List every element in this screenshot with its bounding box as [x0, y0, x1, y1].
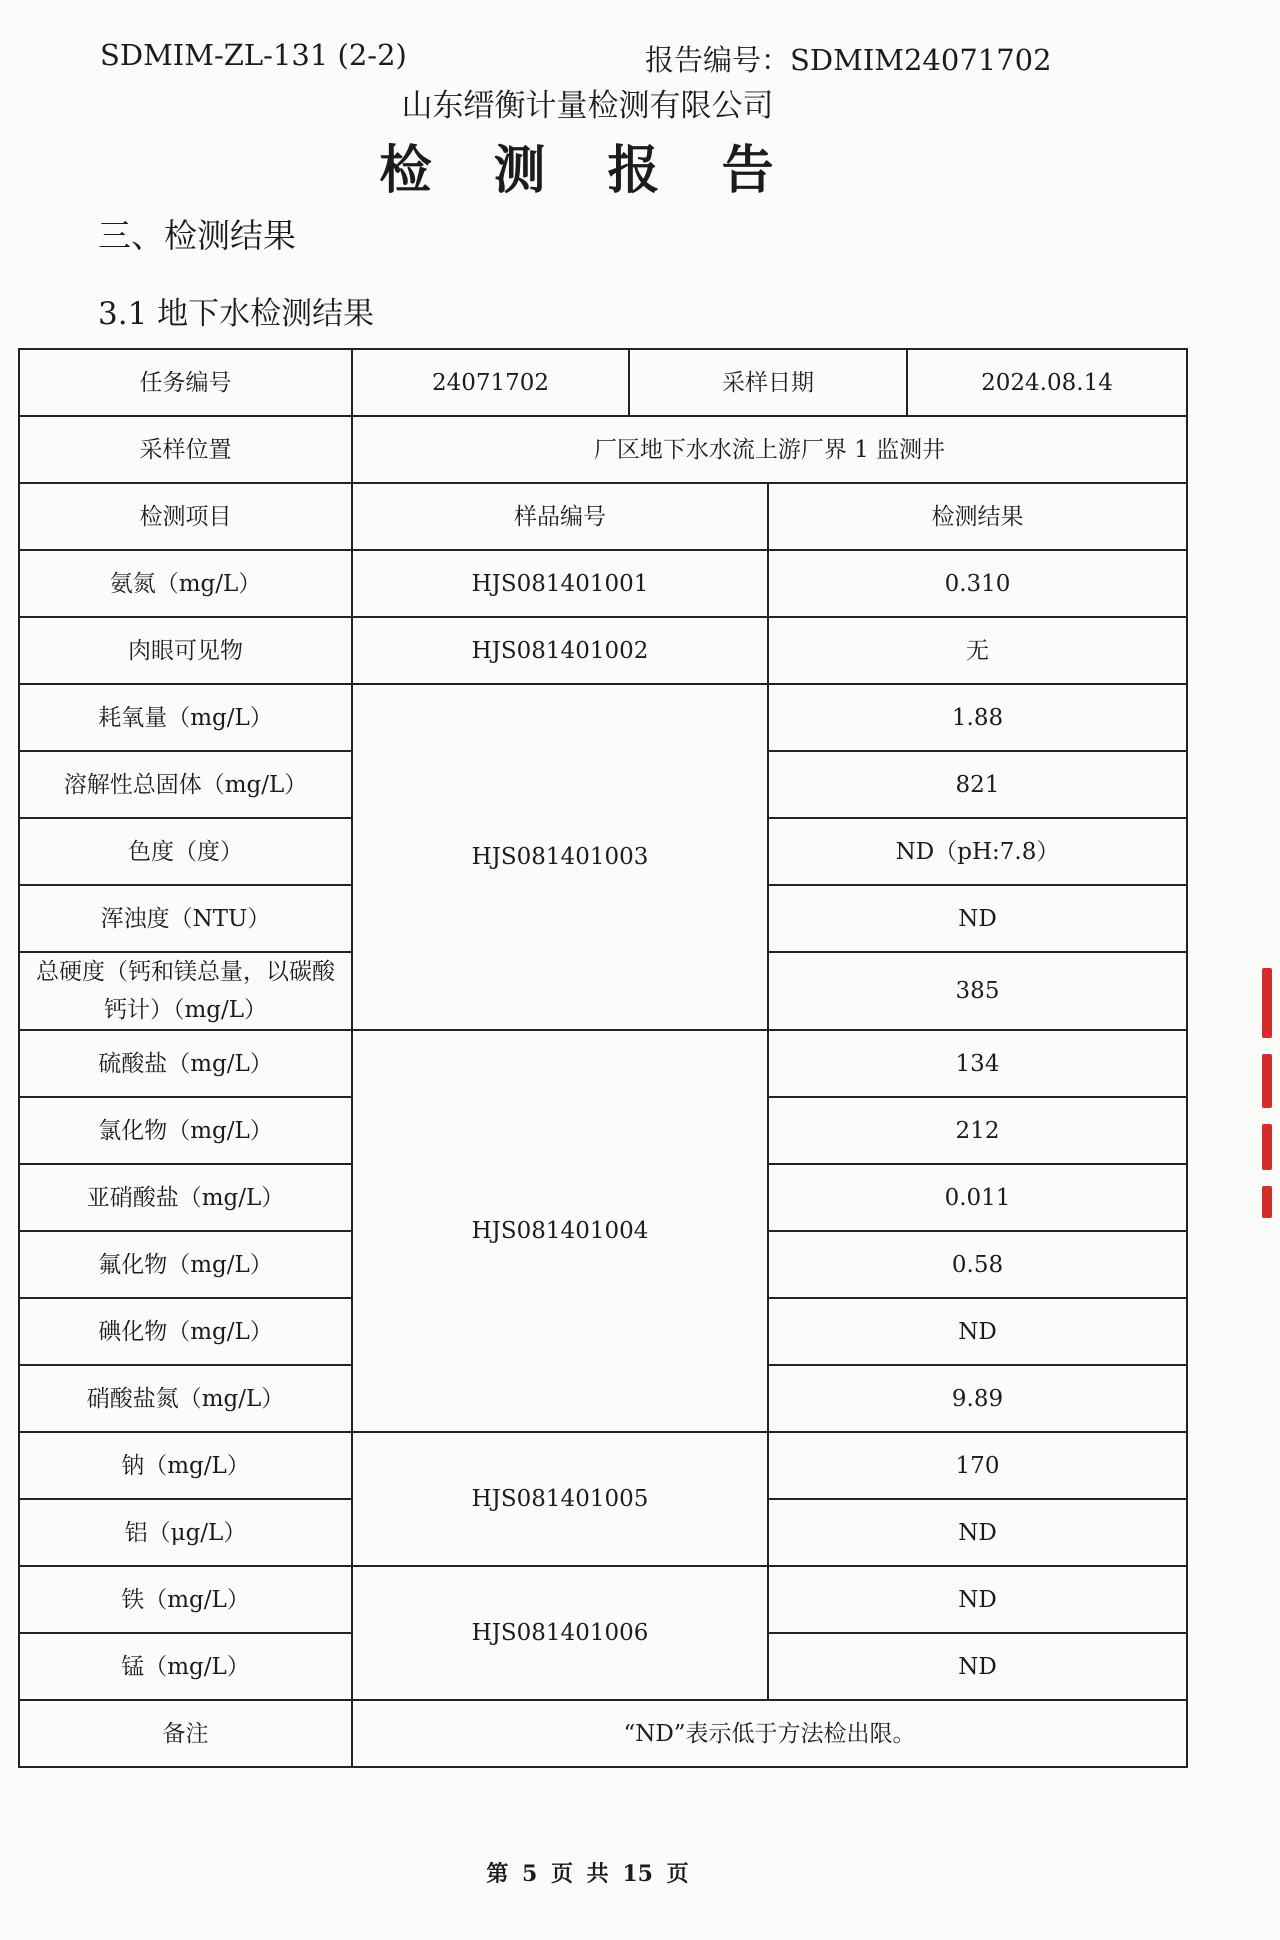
item-cell: 铁（mg/L） [19, 1566, 352, 1633]
item-cell: 氯化物（mg/L） [19, 1097, 352, 1164]
result-cell: 170 [768, 1432, 1187, 1499]
item-cell: 钠（mg/L） [19, 1432, 352, 1499]
sample-no-cell: HJS081401003 [352, 684, 768, 1030]
sampling-date-value: 2024.08.14 [907, 349, 1187, 416]
table-row [19, 1700, 1187, 1767]
task-no-value: 24071702 [352, 349, 629, 416]
sample-no-cell: HJS081401001 [352, 550, 768, 617]
seal-stamp-edge [1262, 968, 1274, 1268]
item-cell: 锰（mg/L） [19, 1633, 352, 1700]
sampling-date-label: 采样日期 [629, 349, 907, 416]
item-cell: 亚硝酸盐（mg/L） [19, 1164, 352, 1231]
column-header-result: 检测结果 [768, 483, 1187, 550]
report-number-label: 报告编号： [645, 43, 791, 77]
item-cell: 色度（度） [19, 818, 352, 885]
table-row [19, 1432, 1187, 1499]
item-cell: 浑浊度（NTU） [19, 885, 352, 952]
remark-text: “ND”表示低于方法检出限。 [352, 1700, 1187, 1767]
item-cell: 肉眼可见物 [19, 617, 352, 684]
item-cell: 总硬度（钙和镁总量，以碳酸钙计）（mg/L） [19, 952, 352, 1030]
table-row [19, 684, 1187, 751]
report-number-value: SDMIM24071702 [790, 43, 1052, 77]
result-cell: ND [768, 1566, 1187, 1633]
result-cell: 0.58 [768, 1231, 1187, 1298]
subsection-title: 3.1 地下水检测结果 [98, 296, 375, 332]
result-cell: 1.88 [768, 684, 1187, 751]
table-row [19, 349, 1187, 416]
result-cell: 821 [768, 751, 1187, 818]
section-title: 三、检测结果 [98, 216, 296, 255]
result-cell: 0.011 [768, 1164, 1187, 1231]
item-cell: 氨氮（mg/L） [19, 550, 352, 617]
result-cell: 无 [768, 617, 1187, 684]
result-cell: ND [768, 885, 1187, 952]
location-value: 厂区地下水水流上游厂界 1 监测井 [352, 416, 1187, 483]
item-cell: 硫酸盐（mg/L） [19, 1030, 352, 1097]
groundwater-results-table [18, 348, 1188, 1768]
sample-no-cell: HJS081401005 [352, 1432, 768, 1566]
table-header-row [19, 483, 1187, 550]
table-row [19, 617, 1187, 684]
location-label: 采样位置 [19, 416, 352, 483]
table-row [19, 1030, 1187, 1097]
result-cell: 0.310 [768, 550, 1187, 617]
remark-label: 备注 [19, 1700, 352, 1767]
form-code: SDMIM-ZL-131 (2-2) [100, 38, 407, 72]
result-cell: ND [768, 1633, 1187, 1700]
item-cell: 氟化物（mg/L） [19, 1231, 352, 1298]
result-cell: 9.89 [768, 1365, 1187, 1432]
report-title: 检 测 报 告 [379, 140, 796, 201]
sample-no-cell: HJS081401002 [352, 617, 768, 684]
item-cell: 溶解性总固体（mg/L） [19, 751, 352, 818]
company-name: 山东缙衡计量检测有限公司 [401, 88, 774, 124]
report-number [645, 38, 1052, 79]
table-row [19, 550, 1187, 617]
item-cell: 耗氧量（mg/L） [19, 684, 352, 751]
task-no-label: 任务编号 [19, 349, 352, 416]
sample-no-cell: HJS081401006 [352, 1566, 768, 1700]
item-cell: 碘化物（mg/L） [19, 1298, 352, 1365]
result-cell: ND [768, 1499, 1187, 1566]
column-header-item: 检测项目 [19, 483, 352, 550]
item-cell: 硝酸盐氮（mg/L） [19, 1365, 352, 1432]
result-cell: 385 [768, 952, 1187, 1030]
column-header-sample: 样品编号 [352, 483, 768, 550]
result-cell: ND [768, 1298, 1187, 1365]
result-cell: ND（pH:7.8） [768, 818, 1187, 885]
sample-no-cell: HJS081401004 [352, 1030, 768, 1432]
result-cell: 212 [768, 1097, 1187, 1164]
table-row [19, 1566, 1187, 1633]
page-number: 第 5 页 共 15 页 [486, 1861, 689, 1887]
result-cell: 134 [768, 1030, 1187, 1097]
item-cell: 铝（μg/L） [19, 1499, 352, 1566]
table-row [19, 416, 1187, 483]
